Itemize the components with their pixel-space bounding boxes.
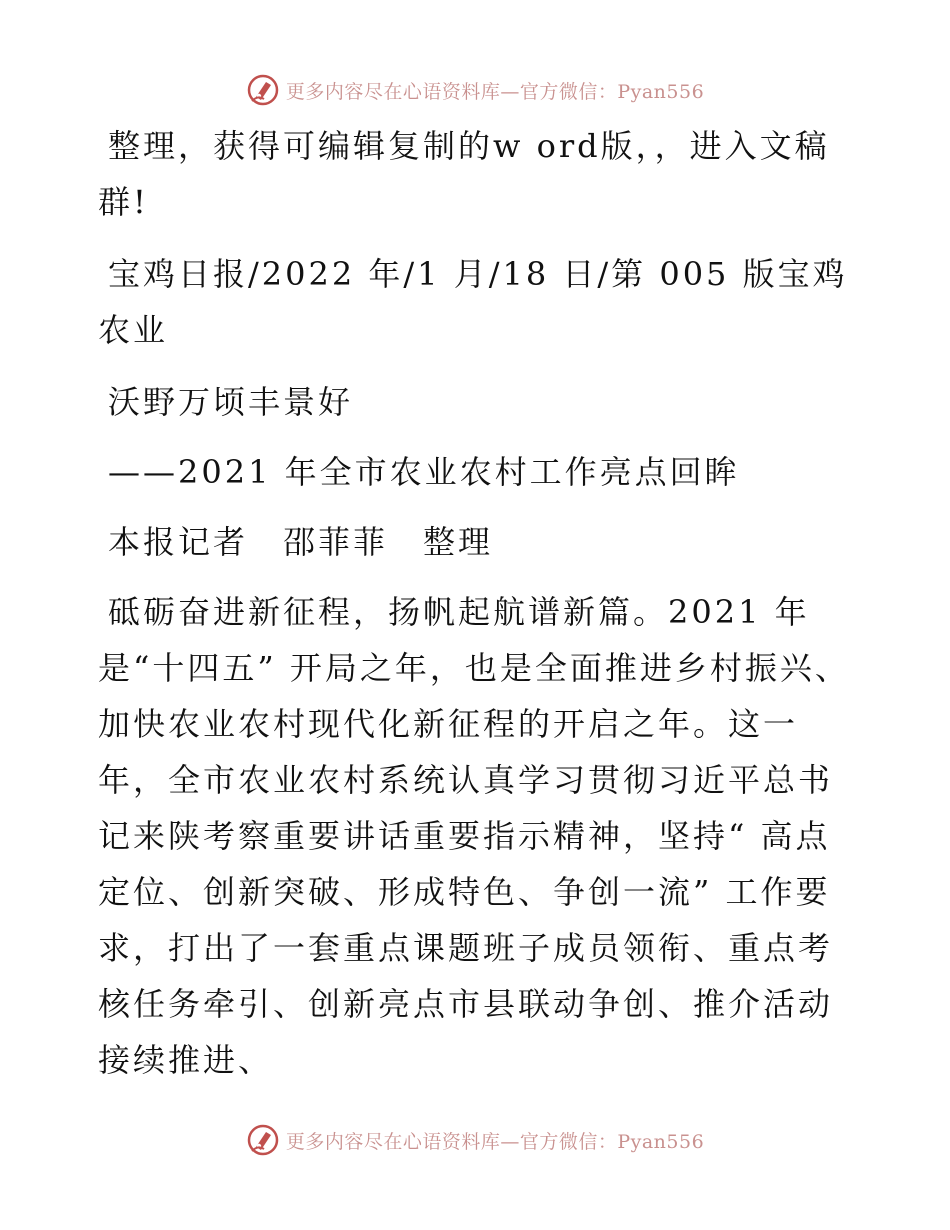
header-watermark [0,70,950,110]
watermark-text: 更多内容尽在心语资料库—官方微信：Pyan556 [285,1130,705,1153]
paragraph-intro: 整理，获得可编辑复制的w ord版，，进入文稿群! [98,127,830,221]
pen-nib-seal-icon [246,1123,280,1157]
watermark-text: 更多内容尽在心语资料库—官方微信：Pyan556 [285,80,705,103]
article-title: 沃野万顷丰景好 [108,383,354,421]
paragraph-source: 宝鸡日报/2022 年/1 月/18 日/第 005 版宝鸡农业 [98,255,848,349]
watermark-group [246,73,704,107]
document-body [98,118,858,1102]
article-subtitle: ——2021 年全市农业农村工作亮点回眸 [108,453,740,491]
pen-nib-seal-icon [246,73,280,107]
watermark-group [246,1123,704,1157]
article-byline: 本报记者 邵菲菲 整理 [108,523,494,561]
footer-watermark [0,1120,950,1160]
paragraph-body: 砥砺奋进新征程，扬帆起航谱新篇。2021 年是“十四五” 开局之年，也是全面推进乡村振兴、加快农业农村现代化新征程的开启之年。这一年，全市农业农村系统认真学习贯彻习近平总书记来陕考察重要讲话重要指示精神，坚持“ 高点定位、创新突破、形成特色、争创一流” 工作要求，打出了一套重点课题班子成员领衔、重点考核任务牵引、创新亮点市县联动争创、推介活动接续推进、 [98,593,850,1079]
